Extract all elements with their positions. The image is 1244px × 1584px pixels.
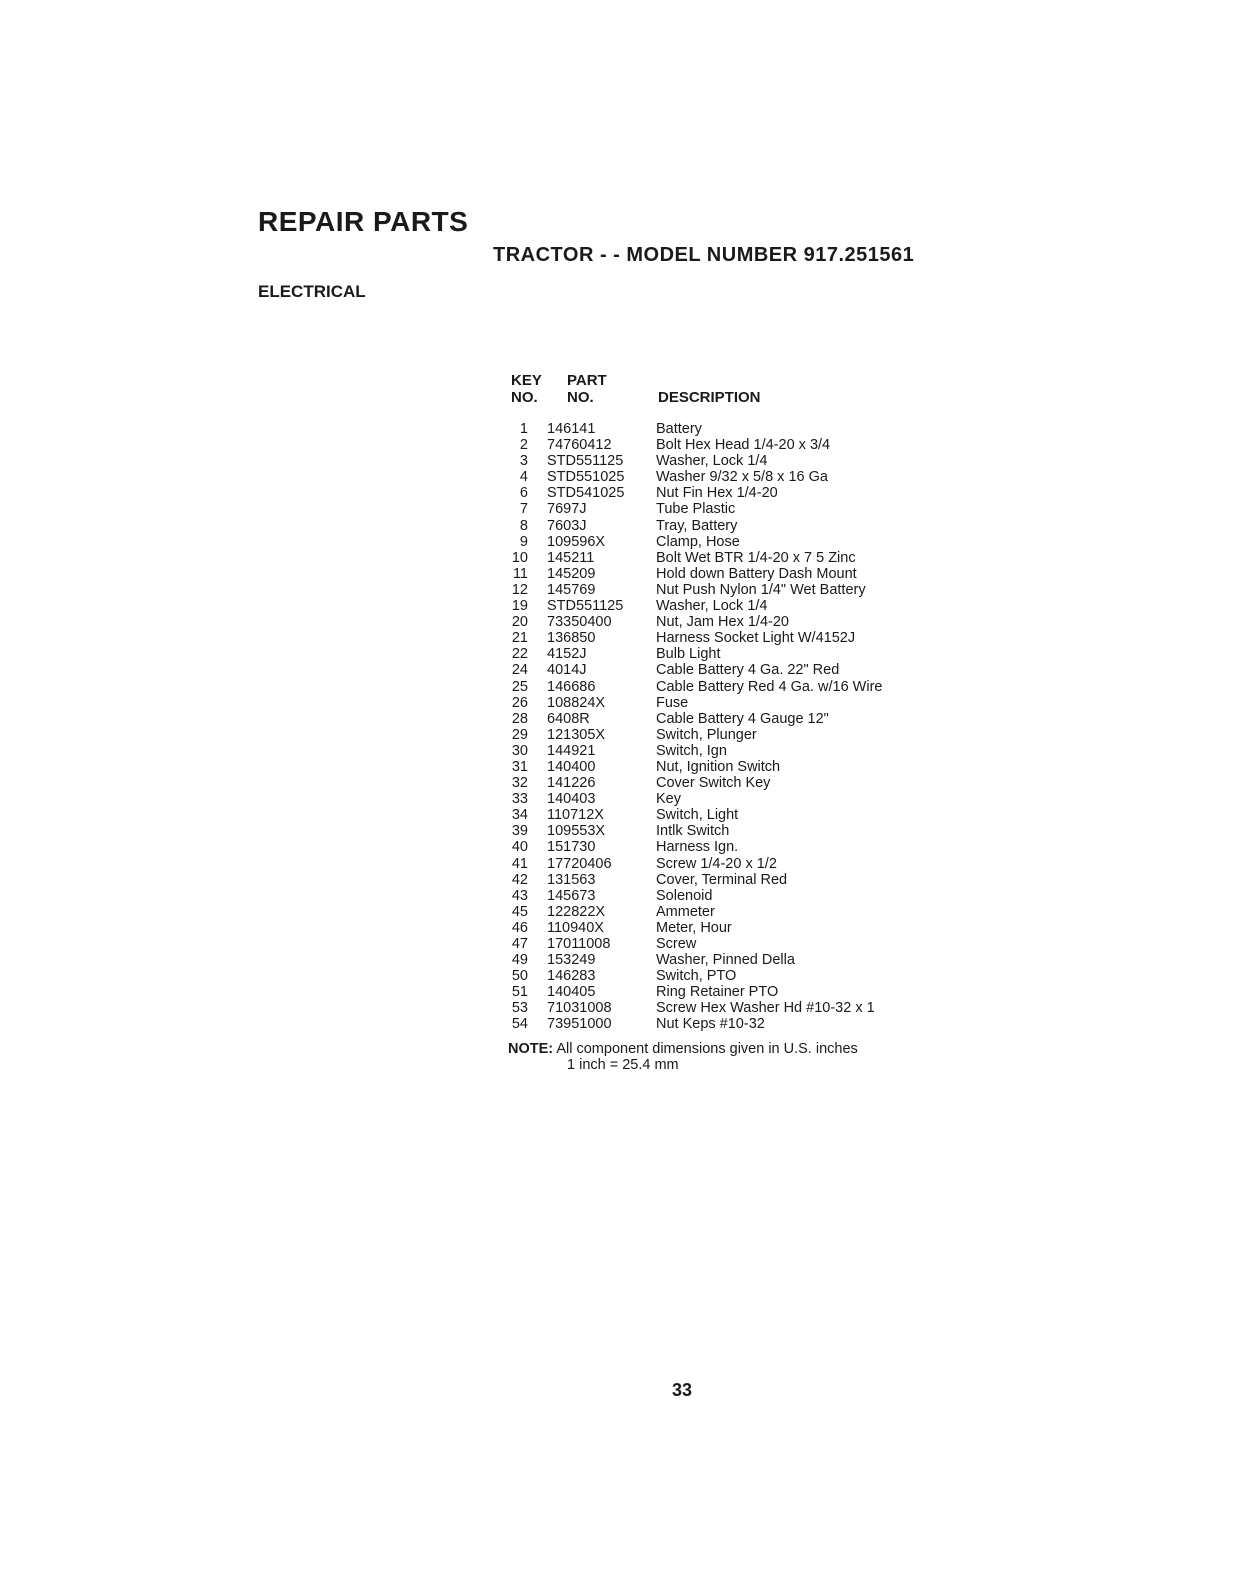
key-no: 20 — [511, 614, 528, 631]
part-description: Solenoid — [656, 887, 713, 904]
table-row — [500, 421, 940, 437]
table-row — [500, 791, 940, 807]
table-row — [500, 856, 940, 872]
col-part-header-line1: PART — [567, 372, 607, 389]
key-no: 11 — [512, 565, 528, 582]
table-row — [500, 485, 940, 501]
part-description: Hold down Battery Dash Mount — [656, 565, 857, 582]
table-row — [500, 534, 940, 550]
part-description: Bolt Wet BTR 1/4-20 x 7 5 Zinc — [656, 549, 856, 566]
table-row — [500, 888, 940, 904]
key-no: 29 — [511, 726, 528, 743]
key-no: 54 — [511, 1016, 528, 1033]
part-no: 73951000 — [547, 1016, 612, 1033]
key-no: 25 — [511, 678, 528, 695]
table-row — [500, 727, 940, 743]
part-no: 121305X — [547, 726, 606, 743]
part-no: 151730 — [547, 839, 596, 856]
col-key-header-line2: NO. — [511, 389, 538, 406]
col-part-header — [567, 372, 607, 406]
col-desc-header: DESCRIPTION — [658, 389, 761, 406]
page-number: 33 — [672, 1380, 693, 1400]
part-no: 146283 — [547, 968, 596, 985]
table-row — [500, 598, 940, 614]
part-description: Switch, PTO — [656, 968, 737, 985]
table-row — [500, 695, 940, 711]
table-row — [500, 518, 940, 534]
part-no: 140405 — [547, 984, 596, 1001]
table-row — [500, 775, 940, 791]
key-no: 33 — [511, 791, 528, 808]
part-description: Fuse — [656, 694, 689, 711]
table-row — [500, 1000, 940, 1016]
part-no: STD551125 — [547, 598, 624, 615]
key-no: 26 — [511, 694, 528, 711]
table-row — [500, 614, 940, 630]
key-no: 50 — [511, 968, 528, 985]
part-description: Nut Push Nylon 1/4" Wet Battery — [656, 581, 866, 598]
part-no: 17011008 — [547, 936, 611, 952]
table-row — [500, 936, 940, 952]
key-no: 6 — [519, 485, 528, 502]
page-title: REPAIR PARTS — [258, 206, 469, 237]
part-description: Tube Plastic — [656, 501, 736, 518]
table-row — [500, 646, 940, 662]
part-description: Battery — [656, 421, 702, 437]
table-row — [500, 679, 940, 695]
table-row — [500, 743, 940, 759]
table-row — [500, 952, 940, 968]
part-no: 146686 — [547, 678, 596, 695]
table-row — [500, 630, 940, 646]
part-description: Switch, Ign — [656, 742, 727, 759]
part-no: 145209 — [547, 565, 596, 582]
key-no: 43 — [511, 887, 528, 904]
part-no: 144921 — [547, 742, 596, 759]
key-no: 9 — [519, 533, 528, 550]
key-no: 12 — [511, 581, 528, 598]
table-row — [500, 453, 940, 469]
key-no: 47 — [511, 936, 528, 952]
key-no: 32 — [511, 775, 528, 792]
part-description: Washer, Lock 1/4 — [656, 598, 768, 615]
part-description: Cover Switch Key — [656, 775, 771, 792]
part-no: 73350400 — [547, 614, 612, 631]
part-description: Clamp, Hose — [656, 533, 740, 550]
part-description: Ring Retainer PTO — [656, 984, 779, 1001]
part-no: 4152J — [547, 646, 587, 663]
key-no: 30 — [511, 742, 528, 759]
part-description: Switch, Light — [656, 807, 739, 824]
part-no: 140403 — [547, 791, 596, 808]
part-no: STD541025 — [547, 485, 625, 502]
key-no: 1 — [519, 421, 528, 437]
key-no: 8 — [519, 517, 528, 534]
part-description: Washer, Pinned Della — [656, 952, 795, 969]
table-row — [500, 839, 940, 855]
part-description: Cable Battery Red 4 Ga. w/16 Wire — [656, 678, 883, 695]
table-row — [500, 437, 940, 453]
col-part-header-line2: NO. — [567, 389, 594, 406]
table-row — [500, 501, 940, 517]
col-key-header — [511, 372, 542, 406]
part-description: Nut Keps #10-32 — [656, 1016, 765, 1033]
part-description: Cover, Terminal Red — [656, 871, 788, 888]
note-line1: All component dimensions given in U.S. inches — [556, 1041, 858, 1057]
key-no: 4 — [519, 469, 528, 486]
key-no: 45 — [511, 903, 528, 920]
table-row — [500, 872, 940, 888]
part-no: 153249 — [547, 952, 596, 969]
part-description: Bolt Hex Head 1/4-20 x 3/4 — [656, 437, 831, 454]
key-no: 7 — [519, 501, 528, 518]
part-no: 4014J — [547, 662, 587, 679]
part-description: Nut, Ignition Switch — [656, 758, 781, 775]
part-no: 74760412 — [547, 437, 612, 454]
part-description: Ammeter — [656, 903, 715, 920]
table-row — [500, 550, 940, 566]
key-no: 3 — [519, 453, 528, 470]
note — [508, 1041, 858, 1073]
part-no: 7697J — [547, 501, 587, 518]
part-description: Harness Ign. — [656, 839, 739, 856]
table-row — [500, 807, 940, 823]
part-no: 110712X — [547, 807, 604, 824]
part-description: Key — [656, 791, 681, 808]
key-no: 49 — [511, 952, 528, 969]
part-description: Meter, Hour — [656, 919, 732, 936]
part-description: Washer 9/32 x 5/8 x 16 Ga — [656, 469, 828, 486]
table-row — [500, 662, 940, 678]
part-no: 7603J — [547, 517, 587, 534]
part-no: 146141 — [547, 421, 596, 437]
table-row — [500, 566, 940, 582]
key-no: 24 — [511, 662, 528, 679]
table-row — [500, 984, 940, 1000]
part-no: 141226 — [547, 775, 596, 792]
part-no: 108824X — [547, 694, 606, 711]
part-no: STD551025 — [547, 469, 625, 486]
table-row — [500, 823, 940, 839]
part-no: 136850 — [547, 630, 596, 647]
part-no: 110940X — [547, 919, 604, 936]
table-row — [500, 904, 940, 920]
part-no: 6408R — [547, 710, 590, 727]
table-row — [500, 920, 940, 936]
key-no: 34 — [511, 807, 528, 824]
part-description: Screw — [656, 936, 697, 952]
key-no: 42 — [511, 871, 528, 888]
part-no: 17720406 — [547, 855, 612, 872]
key-no: 41 — [511, 855, 528, 872]
table-row — [500, 582, 940, 598]
note-line2: 1 inch = 25.4 mm — [567, 1057, 679, 1073]
part-no: 145673 — [547, 887, 596, 904]
key-no: 19 — [511, 598, 528, 615]
part-description: Nut Fin Hex 1/4-20 — [656, 485, 778, 502]
table-row — [500, 469, 940, 485]
part-description: Bulb Light — [656, 646, 721, 663]
table-row — [500, 968, 940, 984]
part-no: 109553X — [547, 823, 606, 840]
table-row — [500, 711, 940, 727]
key-no: 10 — [511, 549, 528, 566]
part-no: 145211 — [547, 549, 595, 566]
part-no: 140400 — [547, 758, 596, 775]
part-description: Screw Hex Washer Hd #10-32 x 1 — [656, 1000, 875, 1017]
part-description: Washer, Lock 1/4 — [656, 453, 768, 470]
table-row — [500, 759, 940, 775]
part-no: STD551125 — [547, 453, 624, 470]
part-no: 145769 — [547, 581, 596, 598]
part-description: Harness Socket Light W/4152J — [656, 630, 856, 647]
part-description: Cable Battery 4 Gauge 12" — [656, 710, 829, 727]
note-label: NOTE: — [508, 1041, 554, 1057]
key-no: 22 — [511, 646, 528, 663]
part-no: 122822X — [547, 903, 606, 920]
model-subtitle: TRACTOR - - MODEL NUMBER 917.251561 — [493, 244, 915, 266]
key-no: 51 — [511, 984, 528, 1001]
key-no: 40 — [511, 839, 528, 856]
part-no: 131563 — [547, 871, 596, 888]
key-no: 31 — [511, 758, 528, 775]
key-no: 53 — [511, 1000, 528, 1017]
key-no: 46 — [511, 919, 528, 936]
part-description: Nut, Jam Hex 1/4-20 — [656, 614, 789, 631]
part-description: Switch, Plunger — [656, 726, 757, 743]
section-heading: ELECTRICAL — [258, 282, 366, 301]
part-no: 71031008 — [547, 1000, 612, 1017]
key-no: 21 — [511, 630, 528, 647]
part-description: Screw 1/4-20 x 1/2 — [656, 855, 777, 872]
table-row — [500, 1016, 940, 1032]
parts-list — [500, 421, 940, 1033]
key-no: 28 — [511, 710, 528, 727]
part-no: 109596X — [547, 533, 606, 550]
key-no: 39 — [511, 823, 528, 840]
part-description: Cable Battery 4 Ga. 22" Red — [656, 662, 840, 679]
part-description: Intlk Switch — [656, 823, 730, 840]
part-description: Tray, Battery — [656, 517, 738, 534]
key-no: 2 — [519, 437, 528, 454]
col-key-header-line1: KEY — [511, 372, 542, 389]
